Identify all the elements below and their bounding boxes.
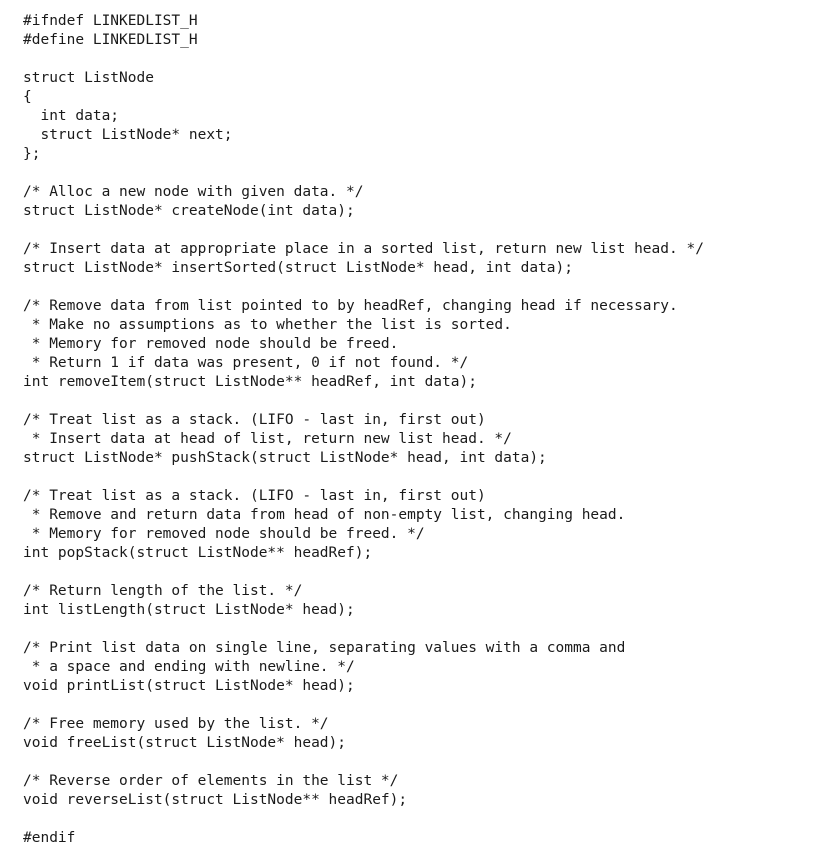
blank-line (23, 278, 834, 297)
blank-line (23, 468, 834, 487)
blank-line (23, 753, 834, 772)
code-line: struct ListNode* insertSorted(struct ListNode* head, int data); (23, 260, 573, 276)
blank-line (23, 696, 834, 715)
code-line: /* Alloc a new node with given data. */ (23, 184, 364, 200)
code-line: /* Print list data on single line, separating values with a comma and (23, 640, 626, 656)
code-line: void freeList(struct ListNode* head); (23, 735, 347, 751)
code-line: struct ListNode (23, 70, 154, 86)
code-line: int removeItem(struct ListNode** headRef, int data); (23, 374, 477, 390)
code-line: * Remove and return data from head of non-empty list, changing head. (23, 507, 626, 523)
code-line: #define LINKEDLIST_H (23, 32, 198, 48)
code-line: int popStack(struct ListNode** headRef); (23, 545, 373, 561)
blank-line (23, 164, 834, 183)
code-line: * Return 1 if data was present, 0 if not found. */ (23, 355, 469, 371)
code-line: struct ListNode* next; (23, 127, 233, 143)
code-line: /* Free memory used by the list. */ (23, 716, 329, 732)
code-line: * Memory for removed node should be freed. (23, 336, 399, 352)
code-line: * Make no assumptions as to whether the list is sorted. (23, 317, 512, 333)
code-line: /* Treat list as a stack. (LIFO - last in, first out) (23, 488, 486, 504)
code-line: /* Insert data at appropriate place in a sorted list, return new list head. */ (23, 241, 704, 257)
blank-line (23, 620, 834, 639)
code-line: /* Treat list as a stack. (LIFO - last in, first out) (23, 412, 486, 428)
code-line: /* Remove data from list pointed to by headRef, changing head if necessary. (23, 298, 678, 314)
code-line: struct ListNode* pushStack(struct ListNode* head, int data); (23, 450, 547, 466)
code-line: #ifndef LINKEDLIST_H (23, 13, 198, 29)
blank-line (23, 221, 834, 240)
code-line: /* Reverse order of elements in the list */ (23, 773, 399, 789)
code-line: int listLength(struct ListNode* head); (23, 602, 355, 618)
code-line: * a space and ending with newline. */ (23, 659, 355, 675)
code-line: int data; (23, 108, 120, 124)
code-line: struct ListNode* createNode(int data); (23, 203, 355, 219)
code-line: { (23, 89, 32, 105)
blank-line (23, 50, 834, 69)
code-line: void printList(struct ListNode* head); (23, 678, 355, 694)
code-line: }; (23, 146, 41, 162)
code-line: /* Return length of the list. */ (23, 583, 303, 599)
blank-line (23, 563, 834, 582)
code-line: * Insert data at head of list, return new list head. */ (23, 431, 512, 447)
code-line: * Memory for removed node should be freed. */ (23, 526, 425, 542)
blank-line (23, 810, 834, 829)
code-line: void reverseList(struct ListNode** headRef); (23, 792, 408, 808)
blank-line (23, 392, 834, 411)
code-line: #endif (23, 830, 76, 846)
